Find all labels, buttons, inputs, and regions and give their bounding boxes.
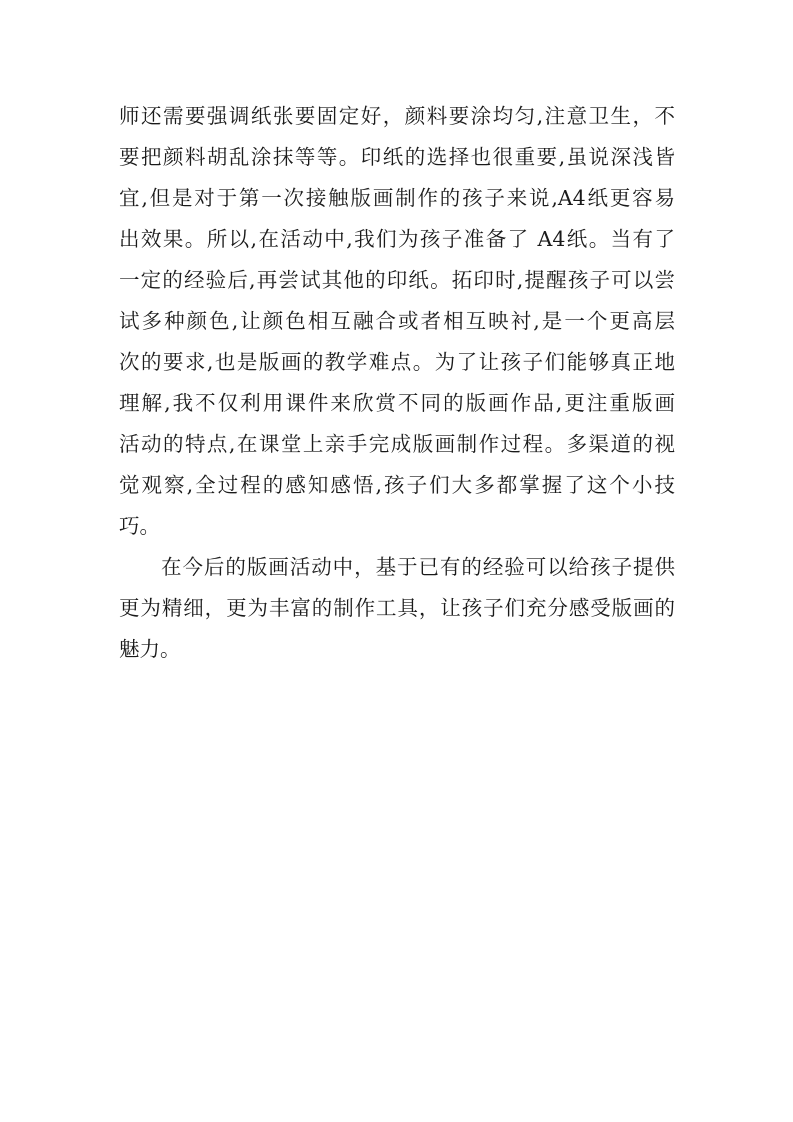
paragraph-1 — [119, 96, 675, 547]
text-line: 试多种颜色,让颜色相互融合或者相互映衬,是一个更高层 — [119, 309, 675, 333]
text-line: 活动的特点,在课堂上亲手完成版画制作过程。多渠道的视 — [119, 432, 675, 456]
text-line: 觉观察,全过程的感知感悟,孩子们大多都掌握了这个小技 — [119, 473, 675, 497]
text-line: 一定的经验后,再尝试其他的印纸。拓印时,提醒孩子可以尝 — [119, 268, 675, 292]
text-line: 在今后的版画活动中，基于已有的经验可以给孩子提供 — [161, 555, 675, 579]
text-line: 要把颜料胡乱涂抹等等。印纸的选择也很重要,虽说深浅皆 — [119, 145, 675, 169]
text-line: 出效果。所以,在活动中,我们为孩子准备了 A4纸。当有了 — [119, 227, 675, 251]
text-line: 次的要求,也是版画的教学难点。为了让孩子们能够真正地 — [119, 350, 675, 374]
text-line: 师还需要强调纸张要固定好，颜料要涂均匀,注意卫生，不 — [119, 104, 675, 128]
text-line: 更为精细，更为丰富的制作工具，让孩子们充分感受版画的 — [119, 596, 675, 620]
text-line: 理解,我不仅利用课件来欣赏不同的版画作品,更注重版画 — [119, 391, 675, 415]
paragraph-2 — [119, 547, 675, 670]
text-line: 巧。 — [119, 514, 160, 538]
text-line: 宜,但是对于第一次接触版画制作的孩子来说,A4纸更容易 — [119, 186, 675, 210]
text-line: 魅力。 — [119, 637, 181, 661]
document-body — [119, 96, 675, 670]
